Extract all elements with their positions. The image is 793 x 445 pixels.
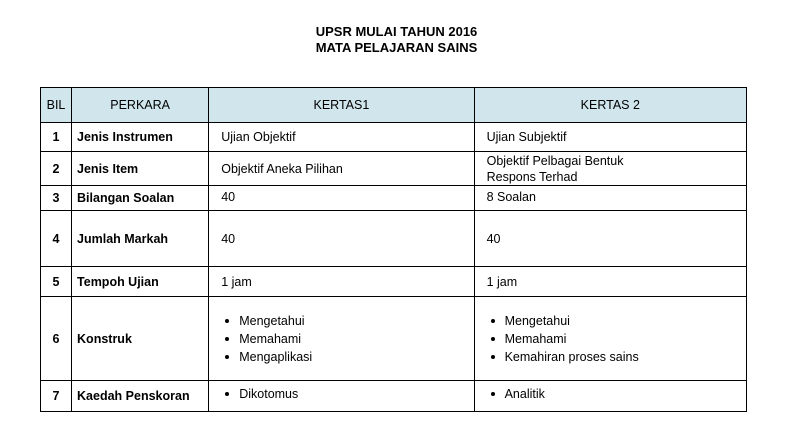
table-row — [41, 381, 747, 412]
table-row — [41, 267, 747, 297]
row-kertas2: Ujian Subjektif — [474, 123, 746, 152]
row-bil: 7 — [41, 381, 72, 412]
row-perkara: Jenis Item — [72, 152, 209, 186]
table-row — [41, 123, 747, 152]
row-kertas1 — [209, 381, 474, 412]
row-bil: 4 — [41, 211, 72, 267]
row-kertas1: Ujian Objektif — [209, 123, 474, 152]
table-row — [41, 297, 747, 381]
title-line-1: UPSR MULAI TAHUN 2016 — [315, 24, 478, 39]
kertas2-scoring-list — [487, 385, 741, 403]
row-kertas1: 40 — [209, 211, 474, 267]
header-kertas1: KERTAS1 — [209, 88, 474, 123]
list-item: Memahami — [239, 330, 468, 348]
document-title — [0, 24, 793, 56]
row-bil: 1 — [41, 123, 72, 152]
list-item: Memahami — [505, 330, 741, 348]
row-bil: 6 — [41, 297, 72, 381]
kertas2-construct-list — [487, 312, 741, 366]
header-bil: BIL — [41, 88, 72, 123]
row-kertas2 — [474, 297, 746, 381]
table-header-row — [41, 88, 747, 123]
header-perkara: PERKARA — [72, 88, 209, 123]
list-item: Dikotomus — [239, 385, 468, 403]
row-kertas2: 1 jam — [474, 267, 746, 297]
row-perkara: Bilangan Soalan — [72, 186, 209, 211]
row-bil: 3 — [41, 186, 72, 211]
kertas2-line-1: Objektif Pelbagai Bentuk — [486, 153, 624, 168]
row-kertas1: 1 jam — [209, 267, 474, 297]
title-line-2: MATA PELAJARAN SAINS — [315, 40, 478, 55]
exam-format-table — [40, 87, 747, 412]
table-row — [41, 152, 747, 186]
table-row — [41, 186, 747, 211]
row-kertas1: 40 — [209, 186, 474, 211]
row-perkara: Tempoh Ujian — [72, 267, 209, 297]
kertas2-line-2: Respons Terhad — [486, 169, 578, 184]
list-item: Mengetahui — [505, 312, 741, 330]
row-perkara: Jenis Instrumen — [72, 123, 209, 152]
list-item: Analitik — [505, 385, 741, 403]
kertas1-construct-list — [221, 312, 468, 366]
row-perkara: Jumlah Markah — [72, 211, 209, 267]
row-bil: 2 — [41, 152, 72, 186]
list-item: Mengaplikasi — [239, 348, 468, 366]
row-perkara: Konstruk — [72, 297, 209, 381]
row-kertas2 — [474, 381, 746, 412]
table-row — [41, 211, 747, 267]
header-kertas2: KERTAS 2 — [474, 88, 746, 123]
kertas1-scoring-list — [221, 385, 468, 403]
row-kertas1 — [209, 297, 474, 381]
row-kertas2 — [474, 152, 746, 186]
row-bil: 5 — [41, 267, 72, 297]
list-item: Kemahiran proses sains — [505, 348, 741, 366]
list-item: Mengetahui — [239, 312, 468, 330]
row-kertas1: Objektif Aneka Pilihan — [209, 152, 474, 186]
row-kertas2: 40 — [474, 211, 746, 267]
row-kertas2: 8 Soalan — [474, 186, 746, 211]
row-perkara: Kaedah Penskoran — [72, 381, 209, 412]
